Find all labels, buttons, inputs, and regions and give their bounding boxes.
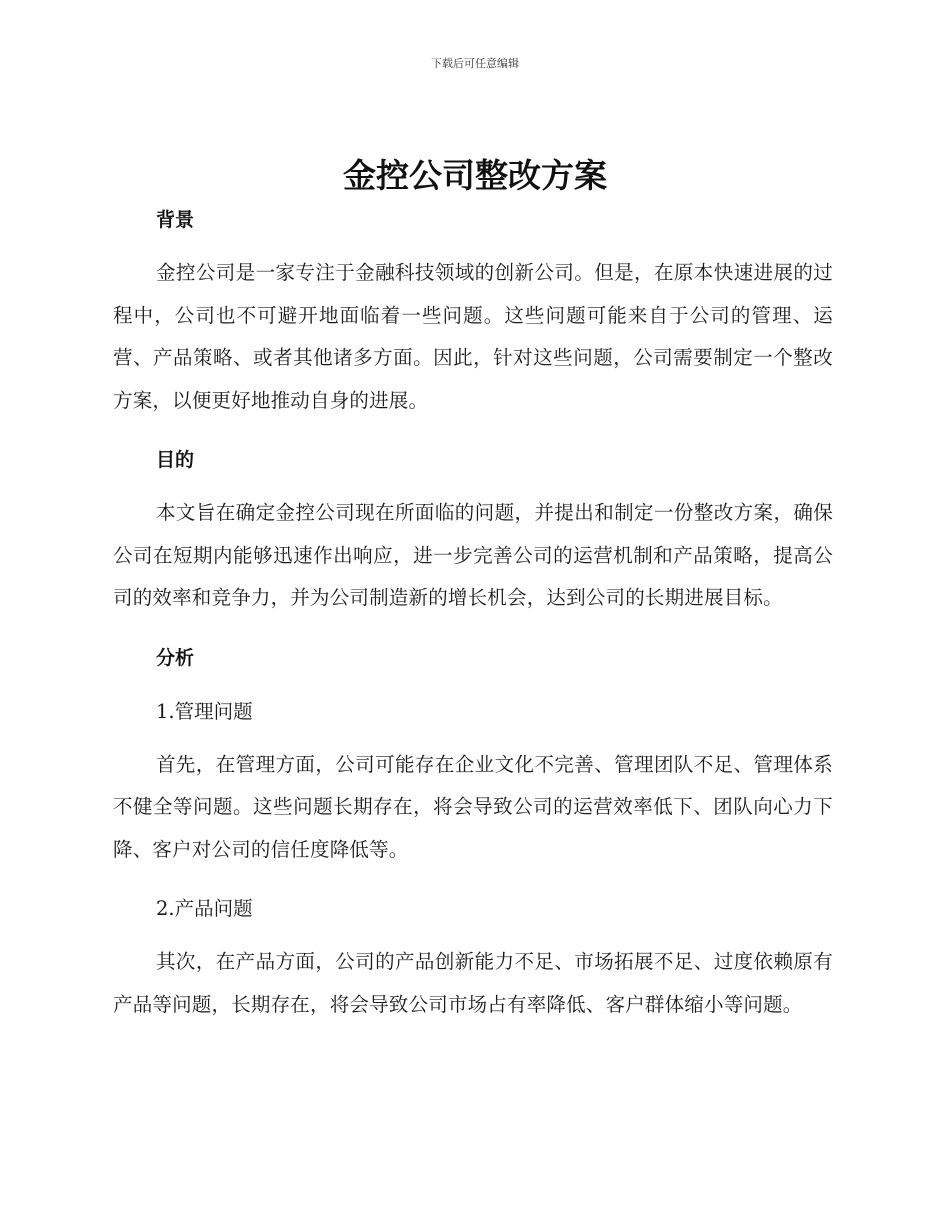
header-note: 下载后可任意编辑: [431, 57, 519, 70]
document-body: [113, 204, 833, 1026]
section-heading-analysis: 分析: [156, 646, 195, 669]
paragraph-management: 首先，在管理方面，公司可能存在企业文化不完善、管理团队不足、管理体系不健全等问题。这些问题长期存在，将会导致公司的运营效率低下、团队向心力下降、客户对公司的信任度降低等。: [113, 752, 833, 861]
section-heading-purpose: 目的: [156, 449, 195, 471]
paragraph-product: 其次，在产品方面，公司的产品创新能力不足、市场拓展不足、过度依赖原有产品等问题，长期存在，将会导致公司市场占有率降低、客户群体缩小等问题。: [113, 950, 833, 1016]
section-heading-background: 背景: [156, 209, 195, 231]
sub-heading-management: 1.管理问题: [156, 699, 253, 723]
paragraph-purpose: 本文旨在确定金控公司现在所面临的问题，并提出和制定一份整改方案，确保公司在短期内能够迅速作出响应，进一步完善公司的运营机制和产品策略，提高公司的效率和竞争力，并为公司制造新的增长机会，达到公司的长期进展目标。: [113, 501, 833, 609]
sub-heading-product: 2.产品问题: [156, 897, 253, 920]
paragraph-background: 金控公司是一家专注于金融科技领域的创新公司。但是，在原本快速进展的过程中，公司也不可避开地面临着一些问题。这些问题可能来自于公司的管理、运营、产品策略、或者其他诸多方面。因此，针对这些问题，公司需要制定一个整改方案，以便更好地推动自身的进展。: [113, 261, 833, 412]
document-title: 金控公司整改方案: [343, 156, 607, 195]
